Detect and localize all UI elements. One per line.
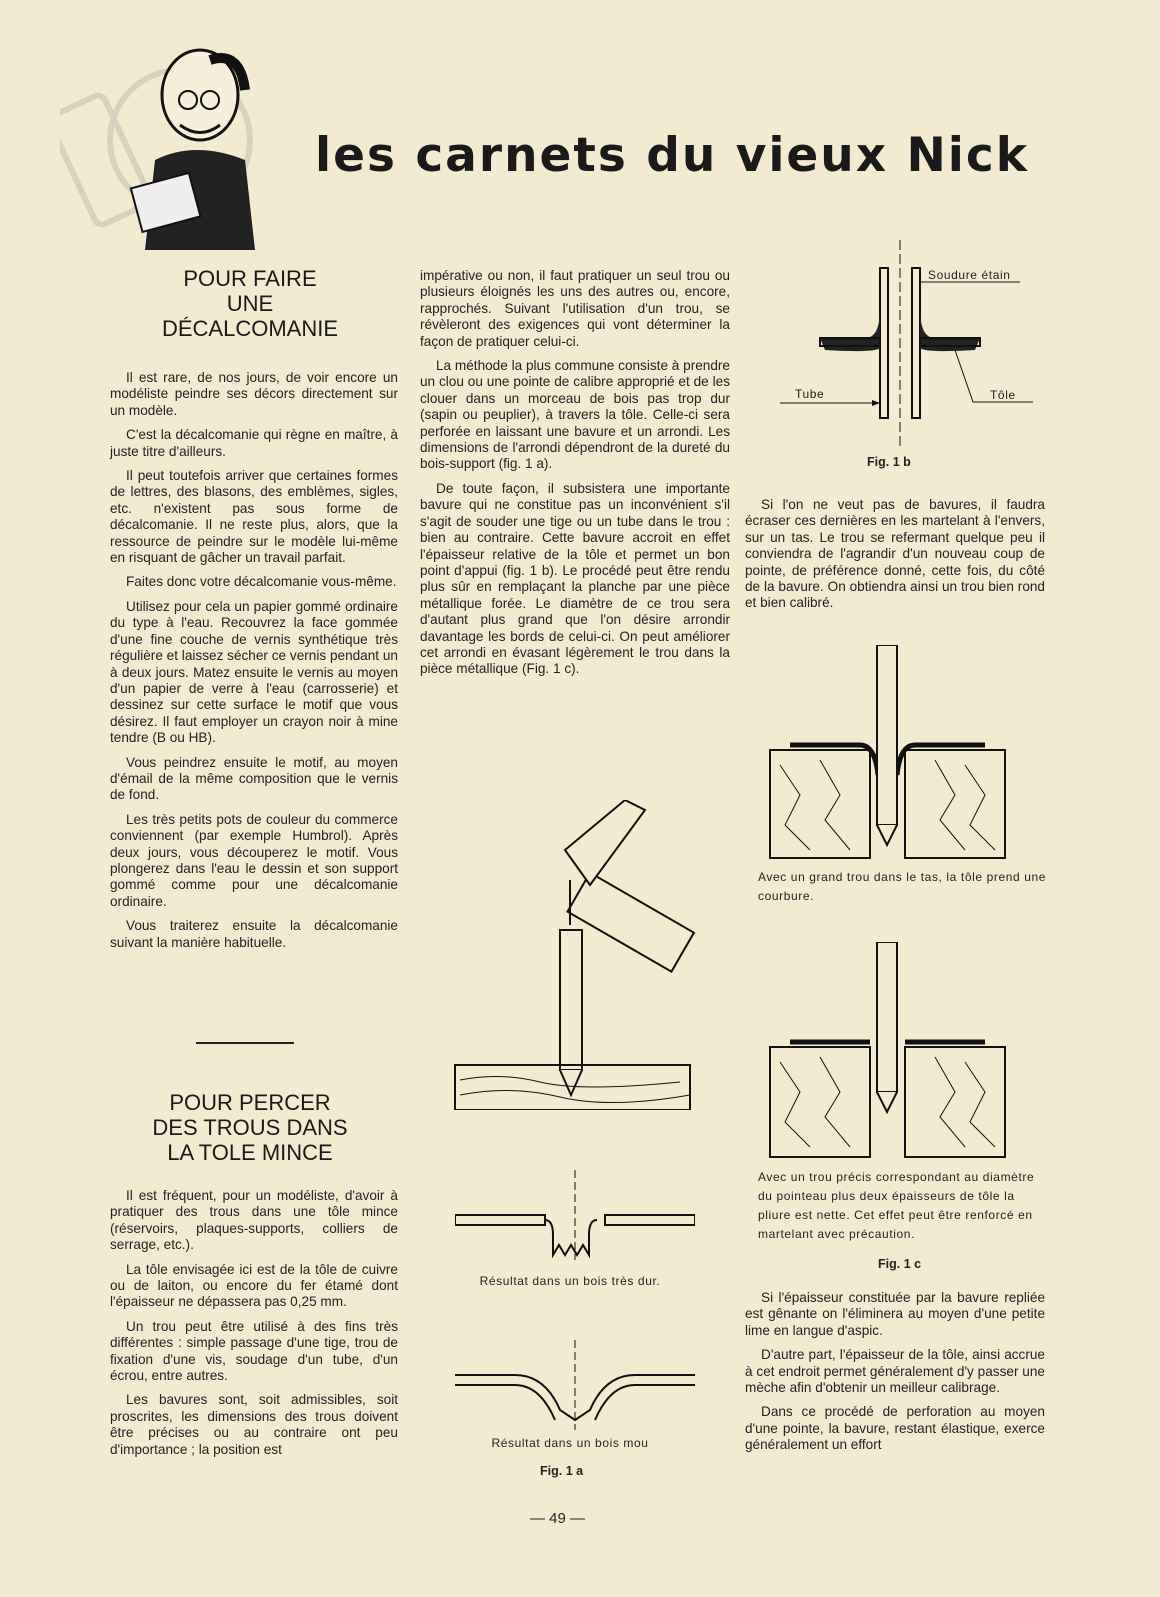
precise-hole-punch-diagram: [765, 942, 1025, 1162]
tole-label: Tôle: [990, 388, 1016, 402]
paragraph: Il est fréquent, pour un modéliste, d'avoir à pratiquer des trous dans une tôle mince (réservoirs, plaques-supports, colliers de serrage, etc.).: [110, 1188, 398, 1253]
paragraph: De toute façon, il subsistera une importante bavure qui ne constitue pas un inconvénient s'il s'agit de souder une tige ou un tube dans le trou : bien au contraire. Cette bavure accroit en effet l'épaisseur relative de la tôle et permet un bon point d'appui (fig. 1 b). Le procédé peut être rendu plus sûr en remplaçant la planche par une pièce métallique forée. Le diamètre de ce trou sera d'autant plus grand que l'on désire arrondir davantage les bords de celui-ci. On peut améliorer cet arrondi en évasant légèrement le trou dans la pièce métallique (Fig. 1 c).: [420, 480, 730, 677]
fig1a-caption-soft: Résultat dans un bois mou: [491, 1436, 649, 1450]
hammer-and-nail-illustration: [450, 800, 700, 1110]
page-title: les carnets du vieux Nick: [315, 128, 1030, 183]
article-percer-text-col3a: [745, 497, 1045, 620]
paragraph: Les bavures sont, soit admissibles, soit proscrites, les dimensions des trous doivent être précises ou au contraire ont peu d'importance ; la position est: [110, 1392, 398, 1457]
paragraph: Si l'épaisseur constituée par la bavure repliée est gênante on l'éliminera au moyen d'une petite lime en langue d'aspic.: [745, 1290, 1045, 1338]
article-decalcomanie-text: [110, 370, 398, 959]
fig1c-caption-large-hole: Avec un grand trou dans le tas, la tôle prend une courbure.: [758, 870, 1047, 903]
fig1a-caption-hard: Résultat dans un bois très dur.: [479, 1274, 661, 1288]
section-heading-percer-trous: [120, 1090, 380, 1165]
paragraph: Dans ce procédé de perforation au moyen d'une pointe, la bavure, restant élastique, exerce généralement un effort: [745, 1404, 1045, 1453]
fig1a-label: Fig. 1 a: [540, 1464, 584, 1478]
paragraph: Faites donc votre décalcomanie vous-même.: [126, 574, 397, 590]
heading-line: POUR FAIRE: [183, 266, 317, 291]
paragraph: impérative ou non, il faut pratiquer un seul trou ou plusieurs éloignés les uns des autres ou, encore, rapprochés. Suivant l'utilisation d'un trou, se révèleront des exigences qui vont déterminer la façon de pratiquer celui-ci.: [420, 268, 730, 349]
paragraph: Les très petits pots de couleur du commerce conviennent (par exemple Humbrol). Après deux jours, vous découperez le motif. Vous plongerez dans l'eau le dessin et son support gommé comme pour une décalcomanie ordinaire.: [110, 811, 398, 909]
soft-wood-result-diagram: [455, 1340, 695, 1430]
article-percer-text-col1: [110, 1188, 398, 1466]
heading-line: POUR PERCER: [169, 1090, 331, 1115]
paragraph: Un trou peut être utilisé à des fins très différentes : simple passage d'une tige, trou de fixation d'une vis, soudage d'un tube, d'un écrou, entre autres.: [110, 1318, 398, 1384]
old-nick-cartoon-illustration: [60, 40, 290, 260]
section-divider: [196, 1042, 294, 1044]
paragraph: D'autre part, l'épaisseur de la tôle, ainsi accrue à cet endroit permet généralement d'y passer une mèche afin d'obtenir un meilleur calibrage.: [745, 1347, 1045, 1396]
heading-line: LA TOLE MINCE: [167, 1140, 333, 1165]
paragraph: La méthode la plus commune consiste à prendre un clou ou une pointe de calibre approprié et de les clouer dans un morceau de bois pas trop dur (sapin ou peuplier), à travers la tôle. Celle-ci sera perforée en laissant une bavure et un arrondi. Les dimensions de l'arrondi dépendront de la dureté du bois-support (fig. 1 a).: [420, 358, 730, 472]
tube-label: Tube: [795, 387, 825, 401]
heading-line: DES TROUS DANS: [152, 1115, 348, 1140]
large-hole-punch-diagram: [765, 645, 1025, 860]
paragraph: Si l'on ne veut pas de bavures, il faudra écraser ces dernières en les martelant à l'envers, sur un tas. Le trou se refermant quelque peu il conviendra de l'agrandir d'un nouveau coup de pointe, de préférence donné, cette fois, du côté de la bavure. On obtiendra ainsi un trou bien rond et bien calibré.: [745, 497, 1045, 611]
paragraph: La tôle envisagée ici est de la tôle de cuivre ou de laiton, ou encore du fer étamé dont l'épaisseur ne dépassera pas 0,25 mm.: [110, 1261, 398, 1310]
page-number: — 49 —: [530, 1510, 586, 1527]
fig1c-label: Fig. 1 c: [878, 1257, 922, 1271]
paragraph: C'est la décalcomanie qui règne en maître, à juste titre d'ailleurs.: [110, 427, 398, 459]
article-percer-text-col3b: [745, 1290, 1045, 1462]
heading-line: DÉCALCOMANIE: [161, 316, 339, 341]
heading-line: UNE: [226, 291, 274, 316]
paragraph: Vous peindrez ensuite le motif, au moyen d'émail de la même composition que le vernis de fond.: [110, 754, 398, 803]
paragraph: Il peut toutefois arriver que certaines formes de lettres, des blasons, des emblèmes, sigles, etc. n'existent pas sous forme de décalcomanie. Il ne reste plus, alors, que la ressource de peindre sur le modèle lui-même en risquant de gâcher un travail parfait.: [110, 468, 398, 566]
paragraph: Il est rare, de nos jours, de voir encore un modéliste peindre ses décors directement sur un modèle.: [110, 370, 398, 418]
fig1c-caption-precise-hole: Avec un trou précis correspondant au diamètre du pointeau plus deux épaisseurs de tôle la pliure est nette. Cet effet peut être renforcé en martelant avec précaution.: [758, 1170, 1035, 1241]
hard-wood-result-diagram: [455, 1170, 695, 1260]
article-percer-text-col2: [420, 268, 730, 686]
section-heading-decalcomanie: [150, 266, 350, 341]
paragraph: Utilisez pour cela un papier gommé ordinaire du type à l'eau. Recouvrez la face gommée d'une fine couche de vernis synthétique très régulière et laissez sécher ce vernis pendant un à deux jours. Matez ensuite le vernis au moyen d'un papier de verre à l'eau (carrosserie) et dessinez sur cette surface le motif que vous désirez. Il faut employer un crayon noir à mine tendre (B ou HB).: [110, 598, 398, 746]
soudure-label: Soudure étain: [928, 268, 1011, 282]
fig1b-label: Fig. 1 b: [867, 455, 911, 469]
paragraph: Vous traiterez ensuite la décalcomanie suivant la manière habituelle.: [110, 918, 398, 950]
